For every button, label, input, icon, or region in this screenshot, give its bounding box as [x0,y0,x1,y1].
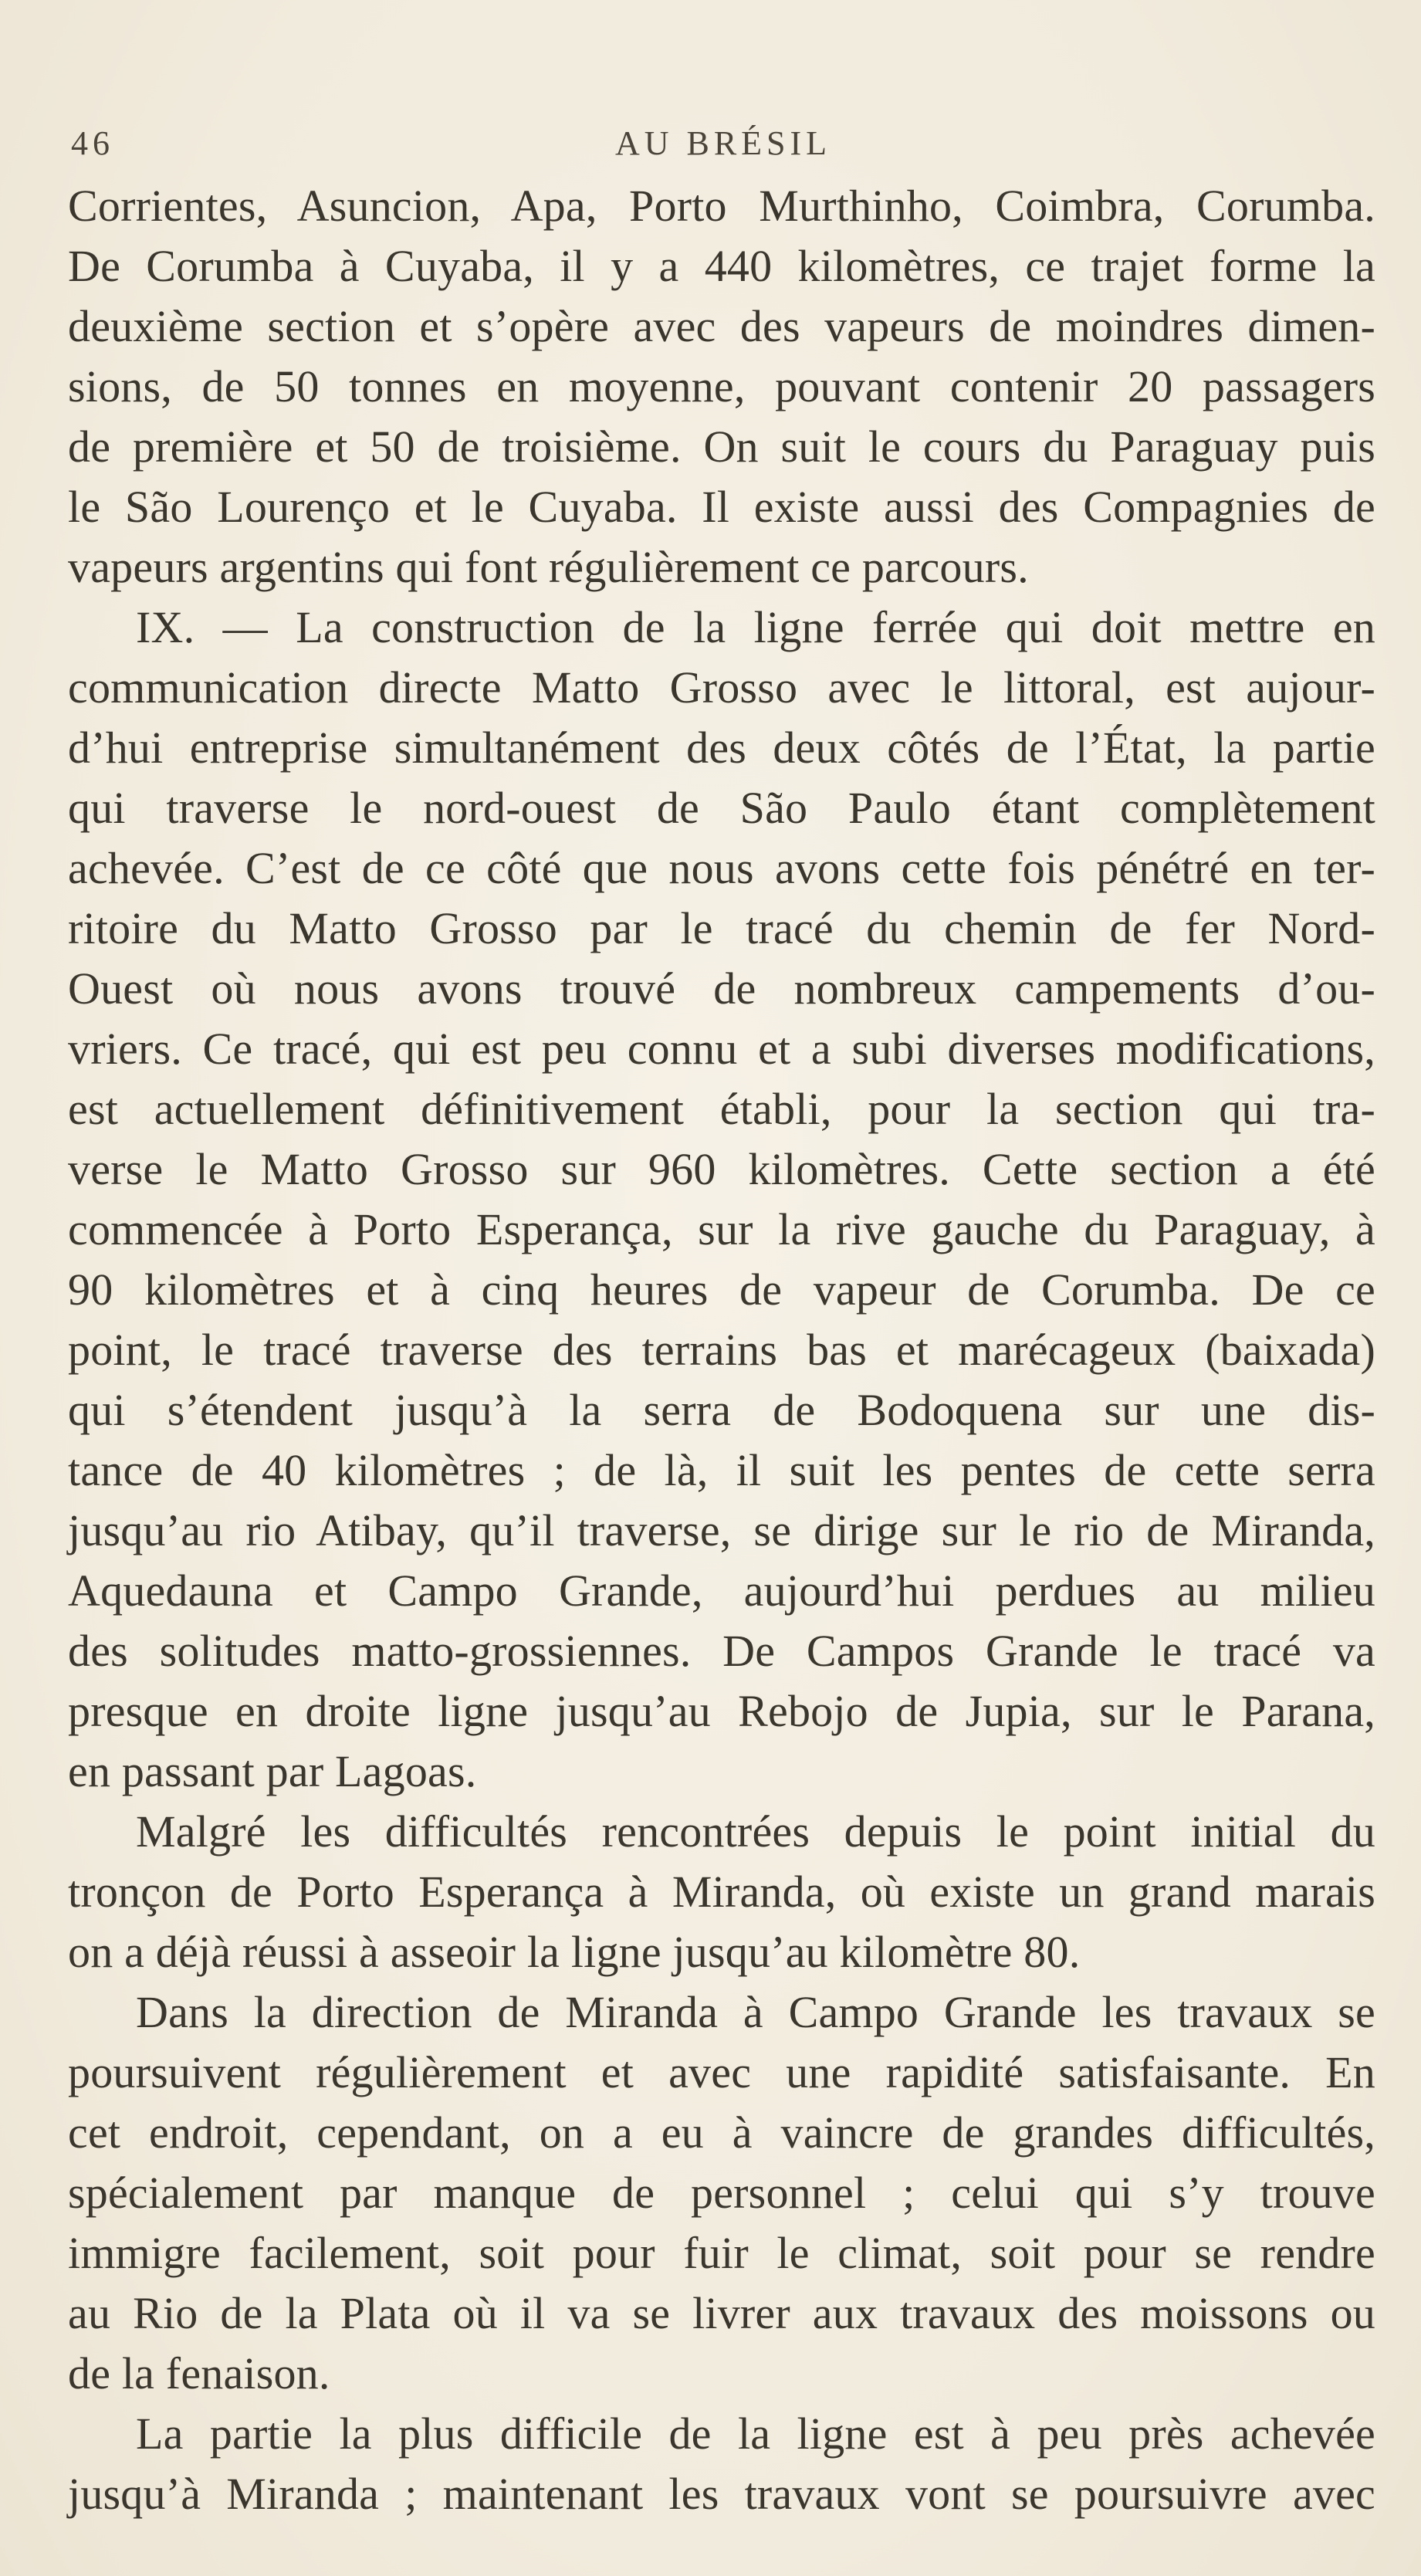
text-line: Corrientes, Asuncion, Apa, Porto Murthinho, Coimbra, Corumba. [68,181,1375,231]
text-line: en passant par Lagoas. [68,1746,477,1796]
text-line: au Rio de la Plata où il va se livrer aux travaux des moissons ou [68,2288,1375,2338]
text-line: Malgré les difficultés rencontrées depuis le point initial du [136,1806,1375,1857]
text-line: spécialement par manque de personnel ; celui qui s’y trouve [68,2168,1375,2218]
text-line: vapeurs argentins qui font régulièrement ce parcours. [68,542,1029,592]
text-line: on a déjà réussi à asseoir la ligne jusqu’au kilomètre 80. [68,1927,1081,1977]
text-line: verse le Matto Grosso sur 960 kilomètres. Cette section a été [68,1144,1375,1194]
text-line: Aquedauna et Campo Grande, aujourd’hui perdues au milieu [68,1566,1375,1616]
running-title: AU BRÉSIL [614,124,832,162]
text-line: jusqu’à Miranda ; maintenant les travaux vont se poursuivre avec [68,2469,1375,2519]
text-line: jusqu’au rio Atibay, qu’il traverse, se dirige sur le rio de Miranda, [68,1505,1375,1555]
text-line: presque en droite ligne jusqu’au Rebojo de Jupia, sur le Parana, [68,1686,1375,1736]
text-line: d’hui entreprise simultanément des deux côtés de l’État, la partie [68,723,1375,773]
text-line: poursuivent régulièrement et avec une rapidité satisfaisante. En [68,2047,1375,2097]
text-line: communication directe Matto Grosso avec le littoral, est aujour- [68,662,1375,713]
text-line: deuxième section et s’opère avec des vapeurs de moindres dimen- [68,301,1375,351]
text-line: qui s’étendent jusqu’à la serra de Bodoquena sur une dis- [68,1385,1375,1435]
text-line: de première et 50 de troisième. On suit le cours du Paraguay puis [68,421,1375,472]
text-line: Dans la direction de Miranda à Campo Grande les travaux se [136,1987,1375,2037]
text-line: IX. — La construction de la ligne ferrée qui doit mettre en [136,602,1375,652]
text-line: point, le tracé traverse des terrains bas et marécageux (baixada) [68,1325,1375,1375]
text-line: le São Lourenço et le Cuyaba. Il existe aussi des Compagnies de [68,482,1375,532]
text-line: De Corumba à Cuyaba, il y a 440 kilomètres, ce trajet forme la [68,241,1375,291]
text-line: La partie la plus difficile de la ligne est à peu près achevée [136,2408,1375,2459]
text-line: vriers. Ce tracé, qui est peu connu et a subi diverses modifications, [68,1024,1375,1074]
text-line: qui traverse le nord-ouest de São Paulo étant complètement [68,783,1375,833]
text-line: est actuellement définitivement établi, pour la section qui tra- [68,1084,1375,1134]
text-line: immigre facilement, soit pour fuir le climat, soit pour se rendre [68,2228,1375,2278]
text-line: tronçon de Porto Esperança à Miranda, où existe un grand marais [68,1867,1375,1917]
text-line: sions, de 50 tonnes en moyenne, pouvant contenir 20 passagers [68,361,1375,411]
text-line: Ouest où nous avons trouvé de nombreux campements d’ou- [68,963,1375,1014]
text-line: de la fenaison. [68,2348,330,2398]
text-line: tance de 40 kilomètres ; de là, il suit les pentes de cette serra [68,1445,1375,1495]
text-line: achevée. C’est de ce côté que nous avons cette fois pénétré en ter- [68,843,1375,893]
text-line: des solitudes matto-grossiennes. De Campos Grande le tracé va [68,1626,1375,1676]
running-header [71,124,1375,170]
text-line: 90 kilomètres et à cinq heures de vapeur de Corumba. De ce [68,1264,1375,1315]
text-line: ritoire du Matto Grosso par le tracé du chemin de fer Nord- [68,903,1375,953]
page-number: 46 [71,124,114,162]
text-line: cet endroit, cependant, on a eu à vaincre de grandes difficultés, [68,2107,1375,2158]
text-line: commencée à Porto Esperança, sur la rive gauche du Paraguay, à [68,1204,1375,1254]
body-text [68,176,1375,2524]
